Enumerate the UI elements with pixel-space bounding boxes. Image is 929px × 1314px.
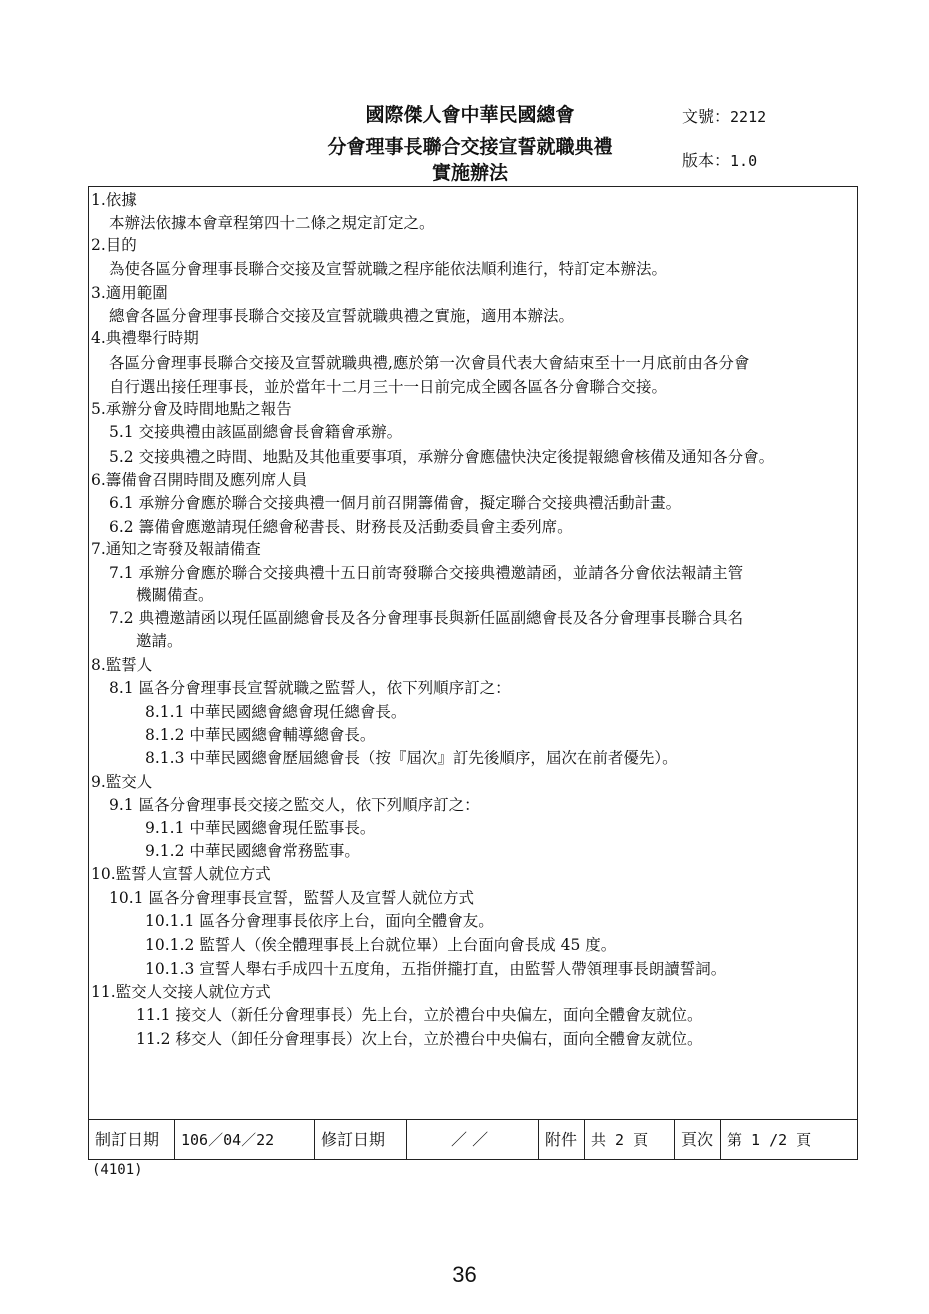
body-line: 10.1.3 宣誓人舉右手成四十五度角，五指併攏打直，由監誓人帶領理事長朗讀誓詞。 (145, 960, 727, 978)
body-line: 4.典禮舉行時期 (91, 329, 199, 347)
body-line: 8.1.3 中華民國總會歷屆總會長（按『屆次』訂先後順序，屆次在前者優先）。 (145, 749, 678, 767)
body-line: 10.1 區各分會理事長宣誓，監誓人及宣誓人就位方式 (109, 889, 474, 907)
body-line: 6.1 承辦分會應於聯合交接典禮一個月前召開籌備會，擬定聯合交接典禮活動計畫。 (109, 494, 682, 512)
doc-version-label: 版本： (682, 151, 731, 170)
body-line: 5.1 交接典禮由該區副總會長會籍會承辦。 (109, 423, 403, 441)
page-label: 頁次 (675, 1120, 721, 1160)
body-line: 8.監誓人 (91, 656, 153, 674)
body-line: 8.1.1 中華民國總會總會現任總會長。 (145, 703, 407, 721)
footer-row (89, 1119, 857, 1160)
body-line: 11.1 接交人（新任分會理事長）先上台，立於禮台中央偏左，面向全體會友就位。 (136, 1006, 703, 1024)
body-line: 11.監交人交接人就位方式 (91, 983, 271, 1001)
body-line: 6.籌備會召開時間及應列席人員 (91, 471, 308, 489)
doc-number (682, 104, 766, 127)
body-line: 10.1.1 區各分會理事長依序上台，面向全體會友。 (145, 912, 494, 930)
body-line: 9.監交人 (91, 773, 153, 791)
body-line: 5.承辦分會及時間地點之報告 (91, 400, 292, 418)
body-line: 總會各區分會理事長聯合交接及宣誓就職典禮之實施，適用本辦法。 (109, 307, 575, 325)
body-line: 6.2 籌備會應邀請現任總會秘書長、財務長及活動委員會主委列席。 (109, 518, 573, 536)
attachment-label: 附件 (539, 1120, 585, 1160)
body-line: 8.1.2 中華民國總會輔導總會長。 (145, 726, 376, 744)
doc-version (682, 148, 757, 171)
doc-number-label: 文號： (682, 107, 731, 126)
doc-version-value: 1.0 (730, 152, 758, 170)
body-line: 9.1 區各分會理事長交接之監交人，依下列順序訂之： (109, 796, 480, 814)
body-line: 7.通知之寄發及報請備查 (91, 540, 261, 558)
doc-number-value: 2212 (730, 108, 767, 126)
document-title-type: 實施辦法 (431, 162, 508, 184)
body-line: 邀請。 (136, 632, 183, 650)
body-line: 9.1.1 中華民國總會現任監事長。 (145, 819, 376, 837)
body-line: 11.2 移交人（卸任分會理事長）次上台，立於禮台中央偏右，面向全體會友就位。 (136, 1030, 703, 1048)
created-date-value: 106／04／22 (175, 1120, 315, 1160)
body-line: 1.依據 (91, 191, 137, 209)
body-line: 9.1.2 中華民國總會常務監事。 (145, 842, 360, 860)
body-line: 5.2 交接典禮之時間、地點及其他重要事項，承辦分會應儘快決定後提報總會核備及通知各分會。 (109, 448, 775, 466)
body-line: 3.適用範圍 (91, 284, 168, 302)
body-line: 各區分會理事長聯合交接及宣誓就職典禮,應於第一次會員代表大會結束至十一月底前由各分會 (109, 354, 750, 372)
body-line: 10.1.2 監誓人（俟全體理事長上台就位畢）上台面向會長成 45 度。 (145, 936, 617, 954)
document-frame (88, 186, 858, 1160)
body-line: 本辦法依據本會章程第四十二條之規定訂定之。 (109, 214, 435, 232)
body-line: 7.1 承辦分會應於聯合交接典禮十五日前寄發聯合交接典禮邀請函，並請各分會依法報請主管 (109, 564, 744, 582)
created-date-label: 制訂日期 (89, 1120, 175, 1160)
page-number: 36 (452, 1262, 477, 1287)
document-title-subject: 分會理事長聯合交接宣誓就職典禮 (327, 136, 613, 158)
body-line: 8.1 區各分會理事長宣誓就職之監誓人，依下列順序訂之： (109, 679, 511, 697)
body-line: 自行選出接任理事長，並於當年十二月三十一日前完成全國各區各分會聯合交接。 (109, 378, 668, 396)
revised-date-label: 修訂日期 (315, 1120, 407, 1160)
body-line: 為使各區分會理事長聯合交接及宣誓就職之程序能依法順利進行，特訂定本辦法。 (109, 260, 668, 278)
form-code: (4101) (92, 1162, 143, 1178)
document-title-org: 國際傑人會中華民國總會 (365, 104, 575, 126)
page-value: 第 1 /2 頁 (727, 1131, 812, 1149)
body-line: 2.目的 (91, 236, 137, 254)
body-line: 10.監誓人宣誓人就位方式 (91, 865, 271, 883)
body-line: 機關備查。 (136, 586, 214, 604)
body-line: 7.2 典禮邀請函以現任區副總會長及各分會理事長與新任區副總會長及各分會理事長聯合具名 (109, 609, 744, 627)
revised-date-value: ／ ／ (407, 1120, 539, 1160)
attachment-value: 共 2 頁 (585, 1120, 675, 1160)
